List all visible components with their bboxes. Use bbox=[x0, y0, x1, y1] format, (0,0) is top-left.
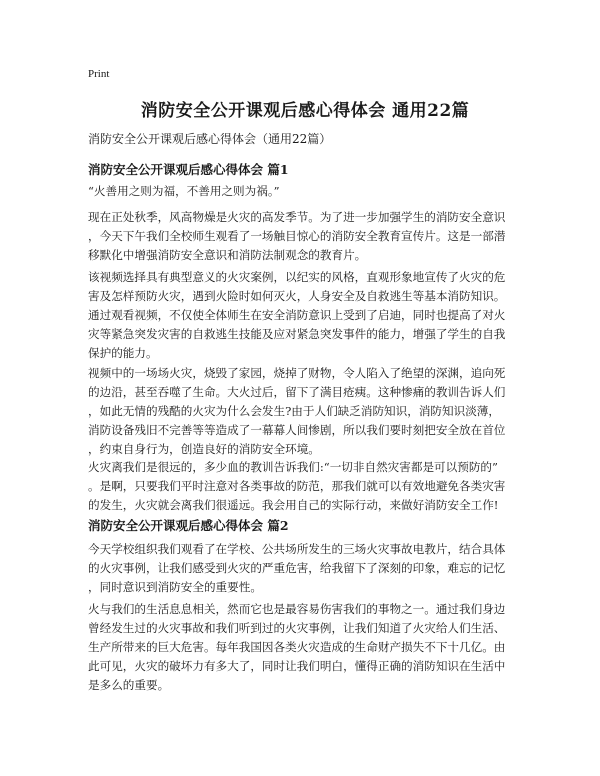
text-line: 。是啊，只要我们平时注意对各类事故的防范，那我们就可以有效地避免各类灾害 bbox=[88, 479, 506, 493]
paragraph-s2-p1 bbox=[88, 540, 522, 597]
page-title: 消防安全公开课观后感心得体会 通用22篇 bbox=[140, 101, 470, 121]
page-subtitle: 消防安全公开课观后感心得体会（通用22篇） bbox=[88, 132, 332, 146]
text-line: ，今天下午我们全校师生观看了一场触目惊心的消防安全教育宣传片。这是一部潜 bbox=[88, 229, 506, 243]
paragraph-s2-p2 bbox=[88, 600, 522, 695]
quote-line: “火善用之则为福，不善用之则为祸。” bbox=[88, 184, 280, 198]
text-line: 今天学校组织我们观看了在学校、公共场所发生的三场火灾事故电教片，结合具体 bbox=[88, 542, 506, 556]
paragraph-s1-p3 bbox=[88, 364, 522, 459]
text-line: 此可见，火灾的破坏力有多大了，同时让我们明白，懂得正确的消防知识在生活中 bbox=[88, 659, 506, 673]
text-line: 视频中的一场场火灾，烧毁了家园，烧掉了财物，令人陷入了绝望的深渊，追向死 bbox=[88, 366, 506, 380]
text-line: 是多么的重要。 bbox=[88, 678, 170, 692]
paragraph-s1-p4 bbox=[88, 458, 522, 515]
section-heading-1: 消防安全公开课观后感心得体会 篇1 bbox=[88, 162, 289, 177]
text-line: 的边沿，甚至吞噬了生命。大火过后，留下了满目疮痍。这种惨痛的教训告诉人们 bbox=[88, 385, 506, 399]
text-line: 现在正处秋季，风高物燥是火灾的高发季节。为了进一步加强学生的消防安全意识 bbox=[88, 210, 506, 224]
quote-paragraph bbox=[88, 182, 522, 201]
text-line: 保护的能力。 bbox=[88, 346, 158, 360]
text-line: 火灾离我们是很远的，多少血的教训告诉我们:“一切非自然灾害都是可以预防的” bbox=[88, 460, 498, 474]
text-line: 移默化中增强消防安全意识和消防法制观念的教育片。 bbox=[88, 248, 367, 262]
text-line: 火与我们的生活息息相关，然而它也是最容易伤害我们的事物之一。通过我们身边 bbox=[88, 602, 506, 616]
section-heading-2: 消防安全公开课观后感心得体会 篇2 bbox=[88, 518, 289, 533]
text-line: 的火灾事例，让我们感受到火灾的严重危害，给我留下了深刻的印象，难忘的记忆 bbox=[88, 561, 506, 575]
text-line: 生产所带来的巨大危害。每年我国因各类火灾造成的生命财产损失不下十几亿。由 bbox=[88, 640, 506, 654]
text-line: ，如此无情的残酷的火灾为什么会发生?由于人们缺乏消防知识，消防知识淡薄， bbox=[88, 404, 500, 418]
text-line: 的发生，火灾就会离我们很遥远。我会用自己的实际行动，来做好消防安全工作! bbox=[88, 498, 499, 512]
text-line: 曾经发生过的火灾事故和我们听到过的火灾事例，让我们知道了火灾给人们生活、 bbox=[88, 621, 506, 635]
paragraph-s1-p2 bbox=[88, 268, 522, 363]
text-line: 消防设备残旧不完善等等造成了一幕幕人间惨剧，所以我们要时刻把安全放在首位 bbox=[88, 423, 506, 437]
text-line: 该视频选择具有典型意义的火灾案例，以纪实的风格，直观形象地宣传了火灾的危 bbox=[88, 270, 506, 284]
print-label[interactable]: Print bbox=[88, 68, 110, 80]
text-line: ，同时意识到消防安全的重要性。 bbox=[88, 580, 262, 594]
paragraph-s1-p1 bbox=[88, 208, 522, 265]
text-line: 灾等紧急突发灾害的自救逃生技能及应对紧急突发事件的能力，增强了学生的自我 bbox=[88, 327, 506, 341]
text-line: 害及怎样预防火灾，遇到火险时如何灭火，人身安全及自救逃生等基本消防知识。 bbox=[88, 289, 506, 303]
text-line: ，约束自身行为，创造良好的消防安全环境。 bbox=[88, 442, 320, 456]
text-line: 通过观看视频，不仅使全体师生在安全消防意识上受到了启迪，同时也提高了对火 bbox=[88, 308, 506, 322]
